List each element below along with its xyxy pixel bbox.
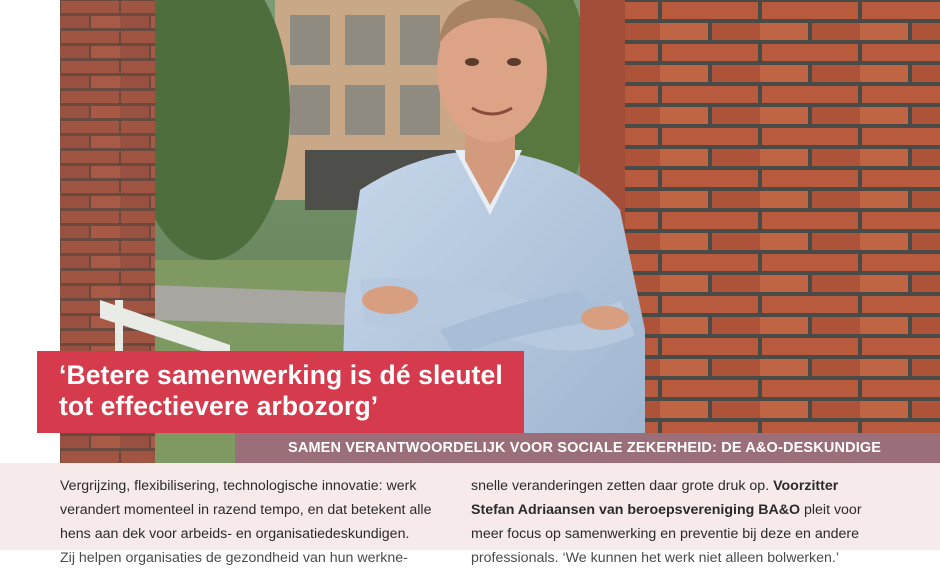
subtitle-band (235, 433, 940, 463)
body-bold-text: Stefan Adriaansen van beroepsvereniging BA&O (471, 502, 801, 518)
body-column-left (60, 474, 468, 570)
body-text-area (0, 463, 940, 566)
headline-box (37, 351, 524, 433)
headline-line-1: ‘Betere samenwerking is dé sleutel (59, 360, 503, 390)
body-text: snelle veranderingen zetten daar grote druk op. (471, 478, 770, 494)
body-line: Zij helpen organisaties de gezondheid van hun werkne- (60, 550, 408, 566)
body-bold-text: Voorzitter (773, 478, 839, 494)
headline-line-2: tot effectievere arbozorg’ (59, 391, 379, 421)
body-line: hens aan dek voor arbeids- en organisatiedeskundigen. (60, 526, 410, 542)
body-text: pleit voor (803, 502, 862, 518)
body-line: Vergrijzing, flexibilisering, technologische innovatie: werk (60, 478, 417, 494)
body-column-right (471, 474, 885, 570)
article-subtitle: SAMEN VERANTWOORDELIJK VOOR SOCIALE ZEKERHEID: DE A&O-DESKUNDIGE (288, 440, 882, 456)
body-line (471, 498, 885, 522)
body-line (471, 474, 885, 498)
body-line: meer focus op samenwerking en preventie bij deze en andere (471, 526, 860, 542)
body-line: professionals. ‘We kunnen het werk niet alleen bolwerken.’ (471, 550, 840, 566)
body-line: verandert momenteel in razend tempo, en dat betekent alle (60, 502, 432, 518)
